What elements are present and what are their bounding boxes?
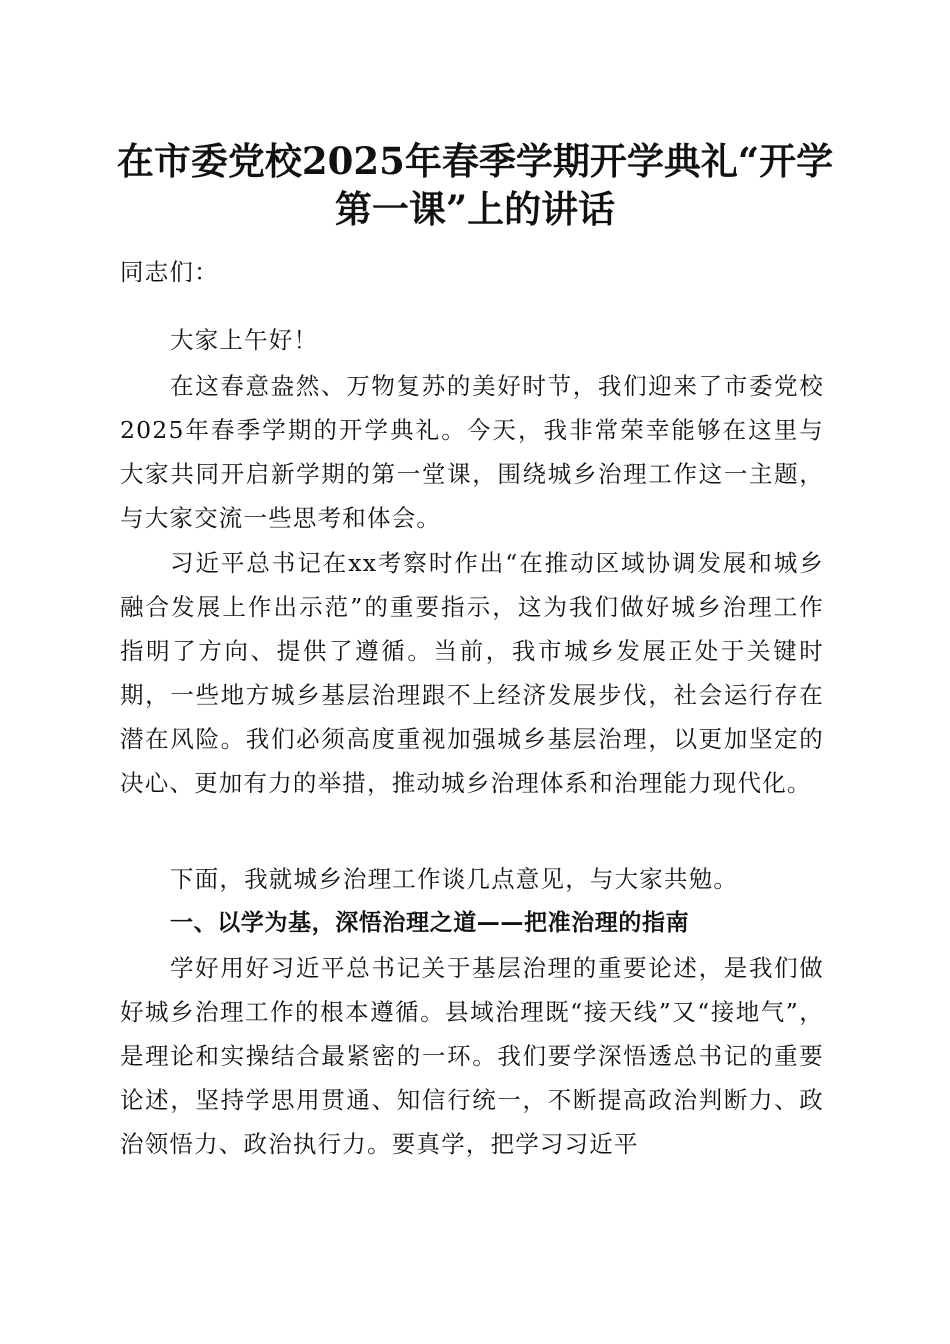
paragraph-1 [120, 364, 824, 540]
paragraph-2 [120, 541, 824, 805]
salutation: 同志们： [120, 258, 219, 286]
paragraph-3 [120, 857, 824, 901]
paragraph-text: 学好用好习近平总书记关于基层治理的重要论述，是我们做好城乡治理工作的根本遵循。县域治理既“接天线”又“接地气”，是理论和实操结合最紧密的一环。我们要学深悟透总书记的重要论述，坚持学思用贯通、知信行统一，不断提高政治判断力、政治领悟力、政治执行力。要真学，把学习习近平 [120, 954, 824, 1158]
document-title-line-1: 在市委党校2025年春季学期开学典礼“开学 [116, 139, 834, 183]
paragraph-text: 下面，我就城乡治理工作谈几点意见，与大家共勉。 [170, 865, 739, 893]
greeting-text: 大家上午好！ [170, 326, 319, 354]
paragraph-text: 习近平总书记在xx考察时作出“在推动区域协调发展和城乡融合发展上作出示范”的重要指示，这为我们做好城乡治理工作指明了方向、提供了遵循。当前，我市城乡发展正处于关键时期，一些地方城乡基层治理跟不上经济发展步伐，社会运行存在潜在风险。我们必须高度重视加强城乡基层治理，以更加坚定的决心、更加有力的举措，推动城乡治理体系和治理能力现代化。 [120, 549, 824, 797]
document-title-line-2: 第一课”上的讲话 [334, 187, 616, 231]
paragraph-text: 在这春意盎然、万物复苏的美好时节，我们迎来了市委党校2025年春季学期的开学典礼。今天，我非常荣幸能够在这里与大家共同开启新学期的第一堂课，围绕城乡治理工作这一主题，与大家交流一些思考和体会。 [120, 372, 824, 532]
section-heading-1: 一、以学为基，深悟治理之道——把准治理的指南 [170, 910, 690, 936]
greeting-paragraph [120, 318, 824, 362]
section-paragraph-1 [120, 946, 824, 1166]
